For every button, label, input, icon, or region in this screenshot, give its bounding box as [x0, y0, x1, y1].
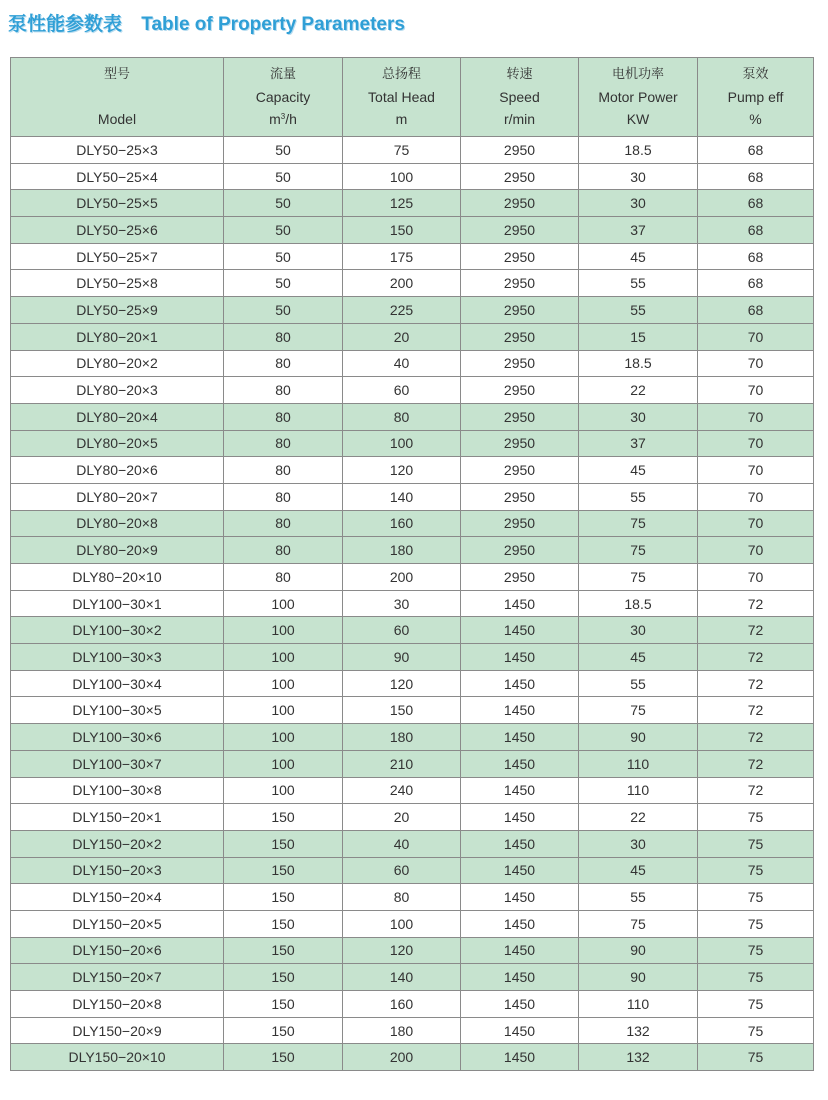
- cell-eff: 72: [698, 750, 814, 777]
- header-pump-eff: [698, 58, 814, 137]
- cell-eff: 68: [698, 297, 814, 324]
- header-pump-eff-cn: 泵效: [742, 67, 769, 82]
- cell-eff: 70: [698, 377, 814, 404]
- table-row: [11, 243, 814, 270]
- cell-head: 60: [343, 617, 461, 644]
- cell-speed: 1450: [461, 697, 579, 724]
- cell-power: 22: [579, 804, 698, 831]
- cell-capacity: 80: [224, 377, 343, 404]
- table-row: [11, 270, 814, 297]
- cell-power: 30: [579, 403, 698, 430]
- cell-power: 30: [579, 617, 698, 644]
- cell-model: DLY50−25×3: [11, 137, 224, 164]
- cell-speed: 1450: [461, 804, 579, 831]
- page-title-en: Table of Property Parameters: [141, 14, 405, 35]
- cell-model: DLY150−20×5: [11, 910, 224, 937]
- cell-eff: 68: [698, 190, 814, 217]
- cell-eff: 75: [698, 910, 814, 937]
- cell-eff: 70: [698, 403, 814, 430]
- table-row: [11, 403, 814, 430]
- header-model: [11, 58, 224, 137]
- cell-speed: 1450: [461, 884, 579, 911]
- cell-eff: 72: [698, 644, 814, 671]
- cell-eff: 70: [698, 457, 814, 484]
- table-row: [11, 323, 814, 350]
- cell-power: 30: [579, 163, 698, 190]
- table-row: [11, 217, 814, 244]
- cell-model: DLY80−20×1: [11, 323, 224, 350]
- cell-power: 55: [579, 670, 698, 697]
- cell-capacity: 50: [224, 217, 343, 244]
- header-total-head-cn: 总扬程: [381, 67, 421, 82]
- cell-capacity: 50: [224, 163, 343, 190]
- table-row: [11, 644, 814, 671]
- cell-speed: 1450: [461, 777, 579, 804]
- cell-speed: 1450: [461, 1044, 579, 1071]
- cell-power: 132: [579, 1017, 698, 1044]
- cell-head: 180: [343, 537, 461, 564]
- cell-capacity: 150: [224, 857, 343, 884]
- header-speed-cn: 转速: [506, 67, 533, 82]
- cell-power: 90: [579, 964, 698, 991]
- cell-model: DLY50−25×8: [11, 270, 224, 297]
- page-title: [8, 9, 405, 35]
- cell-eff: 70: [698, 430, 814, 457]
- header-capacity-cn: 流量: [269, 67, 296, 82]
- cell-head: 160: [343, 510, 461, 537]
- table-row: [11, 377, 814, 404]
- table-row: [11, 830, 814, 857]
- cell-model: DLY80−20×9: [11, 537, 224, 564]
- cell-speed: 1450: [461, 964, 579, 991]
- cell-head: 180: [343, 1017, 461, 1044]
- cell-power: 75: [579, 537, 698, 564]
- header-motor-power-unit: KW: [626, 111, 650, 127]
- cell-speed: 1450: [461, 937, 579, 964]
- cell-speed: 1450: [461, 991, 579, 1018]
- cell-capacity: 100: [224, 590, 343, 617]
- cell-head: 90: [343, 644, 461, 671]
- cell-speed: 1450: [461, 1017, 579, 1044]
- cell-speed: 1450: [461, 724, 579, 751]
- cell-head: 180: [343, 724, 461, 751]
- cell-power: 55: [579, 297, 698, 324]
- cell-eff: 75: [698, 991, 814, 1018]
- cell-model: DLY80−20×8: [11, 510, 224, 537]
- cell-model: DLY50−25×5: [11, 190, 224, 217]
- cell-power: 75: [579, 910, 698, 937]
- cell-head: 80: [343, 884, 461, 911]
- header-speed-unit: r/min: [503, 111, 536, 127]
- cell-head: 210: [343, 750, 461, 777]
- cell-head: 100: [343, 430, 461, 457]
- cell-capacity: 50: [224, 297, 343, 324]
- table-row: [11, 163, 814, 190]
- cell-capacity: 100: [224, 777, 343, 804]
- header-pump-eff-unit: %: [749, 111, 762, 127]
- table-row: [11, 457, 814, 484]
- cell-model: DLY100−30×5: [11, 697, 224, 724]
- header-total-head-en: Total Head: [368, 89, 435, 105]
- cell-eff: 72: [698, 617, 814, 644]
- cell-capacity: 80: [224, 323, 343, 350]
- cell-head: 40: [343, 830, 461, 857]
- cell-eff: 75: [698, 937, 814, 964]
- cell-power: 90: [579, 724, 698, 751]
- table-row: [11, 777, 814, 804]
- table-row: [11, 804, 814, 831]
- cell-eff: 75: [698, 1017, 814, 1044]
- cell-speed: 1450: [461, 617, 579, 644]
- cell-power: 37: [579, 217, 698, 244]
- cell-power: 75: [579, 564, 698, 591]
- cell-capacity: 80: [224, 510, 343, 537]
- cell-power: 30: [579, 190, 698, 217]
- cell-model: DLY100−30×7: [11, 750, 224, 777]
- cell-eff: 75: [698, 804, 814, 831]
- cell-eff: 68: [698, 163, 814, 190]
- table-row: [11, 190, 814, 217]
- cell-head: 140: [343, 483, 461, 510]
- cell-model: DLY80−20×7: [11, 483, 224, 510]
- header-motor-power-en: Motor Power: [598, 89, 678, 105]
- cell-speed: 2950: [461, 457, 579, 484]
- cell-eff: 72: [698, 697, 814, 724]
- cell-eff: 75: [698, 857, 814, 884]
- cell-eff: 72: [698, 590, 814, 617]
- cell-eff: 68: [698, 270, 814, 297]
- table-row: [11, 884, 814, 911]
- cell-power: 18.5: [579, 350, 698, 377]
- cell-power: 37: [579, 430, 698, 457]
- cell-speed: 2950: [461, 270, 579, 297]
- table-row: [11, 537, 814, 564]
- cell-model: DLY150−20×10: [11, 1044, 224, 1071]
- header-speed-en: Speed: [499, 89, 540, 105]
- table-row: [11, 910, 814, 937]
- page-title-cn: 泵性能参数表: [8, 13, 123, 35]
- cell-capacity: 150: [224, 991, 343, 1018]
- cell-power: 22: [579, 377, 698, 404]
- cell-head: 200: [343, 1044, 461, 1071]
- cell-head: 75: [343, 137, 461, 164]
- cell-eff: 72: [698, 777, 814, 804]
- cell-eff: 70: [698, 537, 814, 564]
- cell-model: DLY80−20×6: [11, 457, 224, 484]
- cell-head: 60: [343, 857, 461, 884]
- cell-model: DLY100−30×1: [11, 590, 224, 617]
- cell-capacity: 100: [224, 670, 343, 697]
- cell-head: 80: [343, 403, 461, 430]
- table-row: [11, 564, 814, 591]
- cell-power: 18.5: [579, 137, 698, 164]
- cell-eff: 72: [698, 670, 814, 697]
- cell-capacity: 80: [224, 430, 343, 457]
- cell-capacity: 150: [224, 884, 343, 911]
- table-row: [11, 297, 814, 324]
- cell-speed: 2950: [461, 377, 579, 404]
- cell-head: 100: [343, 163, 461, 190]
- cell-model: DLY150−20×2: [11, 830, 224, 857]
- cell-capacity: 80: [224, 537, 343, 564]
- cell-power: 55: [579, 270, 698, 297]
- cell-head: 140: [343, 964, 461, 991]
- cell-model: DLY150−20×7: [11, 964, 224, 991]
- cell-eff: 68: [698, 137, 814, 164]
- cell-capacity: 100: [224, 724, 343, 751]
- cell-model: DLY100−30×4: [11, 670, 224, 697]
- cell-speed: 2950: [461, 483, 579, 510]
- cell-eff: 68: [698, 243, 814, 270]
- table-body: [11, 137, 814, 1071]
- cell-capacity: 150: [224, 830, 343, 857]
- header-model-cn: 型号: [103, 67, 130, 82]
- cell-power: 55: [579, 884, 698, 911]
- cell-eff: 70: [698, 483, 814, 510]
- cell-speed: 2950: [461, 297, 579, 324]
- cell-capacity: 50: [224, 190, 343, 217]
- cell-model: DLY150−20×3: [11, 857, 224, 884]
- cell-model: DLY80−20×3: [11, 377, 224, 404]
- cell-head: 30: [343, 590, 461, 617]
- header-motor-power: [579, 58, 698, 137]
- cell-model: DLY80−20×5: [11, 430, 224, 457]
- cell-head: 40: [343, 350, 461, 377]
- cell-model: DLY100−30×8: [11, 777, 224, 804]
- table-row: [11, 350, 814, 377]
- cell-capacity: 150: [224, 910, 343, 937]
- table-row: [11, 137, 814, 164]
- cell-power: 132: [579, 1044, 698, 1071]
- cell-model: DLY150−20×8: [11, 991, 224, 1018]
- cell-capacity: 50: [224, 137, 343, 164]
- cell-power: 75: [579, 510, 698, 537]
- cell-power: 45: [579, 857, 698, 884]
- cell-model: DLY150−20×4: [11, 884, 224, 911]
- header-capacity: [224, 58, 343, 137]
- cell-capacity: 80: [224, 564, 343, 591]
- cell-model: DLY50−25×7: [11, 243, 224, 270]
- table-row: [11, 697, 814, 724]
- cell-capacity: 80: [224, 403, 343, 430]
- cell-eff: 75: [698, 1044, 814, 1071]
- header-total-head: [343, 58, 461, 137]
- cell-head: 120: [343, 937, 461, 964]
- table-row: [11, 483, 814, 510]
- table-row: [11, 964, 814, 991]
- table-row: [11, 1044, 814, 1071]
- cell-eff: 75: [698, 830, 814, 857]
- cell-speed: 2950: [461, 163, 579, 190]
- cell-model: DLY50−25×4: [11, 163, 224, 190]
- cell-speed: 2950: [461, 190, 579, 217]
- cell-speed: 2950: [461, 243, 579, 270]
- cell-head: 200: [343, 564, 461, 591]
- cell-model: DLY80−20×4: [11, 403, 224, 430]
- cell-head: 120: [343, 457, 461, 484]
- cell-speed: 1450: [461, 670, 579, 697]
- cell-speed: 1450: [461, 750, 579, 777]
- cell-capacity: 100: [224, 697, 343, 724]
- cell-capacity: 150: [224, 937, 343, 964]
- cell-power: 110: [579, 991, 698, 1018]
- cell-capacity: 150: [224, 1017, 343, 1044]
- cell-eff: 72: [698, 724, 814, 751]
- cell-speed: 2950: [461, 350, 579, 377]
- cell-speed: 2950: [461, 537, 579, 564]
- cell-capacity: 100: [224, 617, 343, 644]
- cell-capacity: 80: [224, 483, 343, 510]
- header-speed: [461, 58, 579, 137]
- cell-eff: 70: [698, 564, 814, 591]
- cell-eff: 70: [698, 323, 814, 350]
- cell-head: 125: [343, 190, 461, 217]
- cell-speed: 2950: [461, 403, 579, 430]
- cell-speed: 2950: [461, 510, 579, 537]
- cell-model: DLY100−30×2: [11, 617, 224, 644]
- cell-power: 55: [579, 483, 698, 510]
- table-row: [11, 510, 814, 537]
- cell-model: DLY150−20×1: [11, 804, 224, 831]
- cell-head: 200: [343, 270, 461, 297]
- cell-model: DLY80−20×10: [11, 564, 224, 591]
- cell-power: 30: [579, 830, 698, 857]
- cell-power: 18.5: [579, 590, 698, 617]
- cell-speed: 2950: [461, 564, 579, 591]
- cell-speed: 2950: [461, 323, 579, 350]
- cell-power: 45: [579, 644, 698, 671]
- cell-speed: 2950: [461, 430, 579, 457]
- header-capacity-unit: $m^3/h$: [269, 111, 297, 127]
- cell-head: 225: [343, 297, 461, 324]
- cell-model: DLY100−30×6: [11, 724, 224, 751]
- table-row: [11, 724, 814, 751]
- cell-capacity: 150: [224, 804, 343, 831]
- cell-model: DLY50−25×9: [11, 297, 224, 324]
- cell-head: 100: [343, 910, 461, 937]
- table-row: [11, 991, 814, 1018]
- cell-speed: 1450: [461, 590, 579, 617]
- cell-speed: 1450: [461, 857, 579, 884]
- header-motor-power-cn: 电机功率: [611, 67, 664, 82]
- cell-capacity: 80: [224, 457, 343, 484]
- table-row: [11, 857, 814, 884]
- cell-head: 150: [343, 697, 461, 724]
- table-row: [11, 1017, 814, 1044]
- cell-model: DLY150−20×9: [11, 1017, 224, 1044]
- cell-speed: 1450: [461, 910, 579, 937]
- cell-capacity: 50: [224, 270, 343, 297]
- cell-capacity: 150: [224, 964, 343, 991]
- table-row: [11, 590, 814, 617]
- table-row: [11, 750, 814, 777]
- cell-capacity: 100: [224, 644, 343, 671]
- cell-power: 15: [579, 323, 698, 350]
- cell-speed: 1450: [461, 830, 579, 857]
- table-row: [11, 430, 814, 457]
- cell-eff: 70: [698, 350, 814, 377]
- table-header-row: [11, 58, 814, 137]
- table-row: [11, 617, 814, 644]
- cell-eff: 68: [698, 217, 814, 244]
- cell-head: 20: [343, 804, 461, 831]
- cell-power: 110: [579, 750, 698, 777]
- cell-power: 45: [579, 243, 698, 270]
- cell-power: 90: [579, 937, 698, 964]
- cell-head: 240: [343, 777, 461, 804]
- cell-capacity: 50: [224, 243, 343, 270]
- table-row: [11, 670, 814, 697]
- cell-capacity: 100: [224, 750, 343, 777]
- cell-power: 110: [579, 777, 698, 804]
- cell-eff: 75: [698, 884, 814, 911]
- cell-head: 160: [343, 991, 461, 1018]
- cell-head: 150: [343, 217, 461, 244]
- cell-head: 60: [343, 377, 461, 404]
- cell-model: DLY50−25×6: [11, 217, 224, 244]
- cell-power: 75: [579, 697, 698, 724]
- cell-eff: 75: [698, 964, 814, 991]
- cell-eff: 70: [698, 510, 814, 537]
- cell-power: 45: [579, 457, 698, 484]
- cell-speed: 2950: [461, 217, 579, 244]
- header-model-unit: Model: [97, 111, 137, 127]
- header-pump-eff-en: Pump eff: [727, 89, 784, 105]
- cell-head: 175: [343, 243, 461, 270]
- cell-head: 20: [343, 323, 461, 350]
- header-total-head-unit: m: [395, 111, 408, 127]
- cell-model: DLY150−20×6: [11, 937, 224, 964]
- cell-model: DLY100−30×3: [11, 644, 224, 671]
- cell-speed: 2950: [461, 137, 579, 164]
- property-parameters-table: [10, 57, 814, 1071]
- table-row: [11, 937, 814, 964]
- cell-capacity: 150: [224, 1044, 343, 1071]
- cell-capacity: 80: [224, 350, 343, 377]
- cell-head: 120: [343, 670, 461, 697]
- cell-model: DLY80−20×2: [11, 350, 224, 377]
- header-model-en: [11, 86, 223, 108]
- header-capacity-en: Capacity: [255, 89, 311, 105]
- cell-speed: 1450: [461, 644, 579, 671]
